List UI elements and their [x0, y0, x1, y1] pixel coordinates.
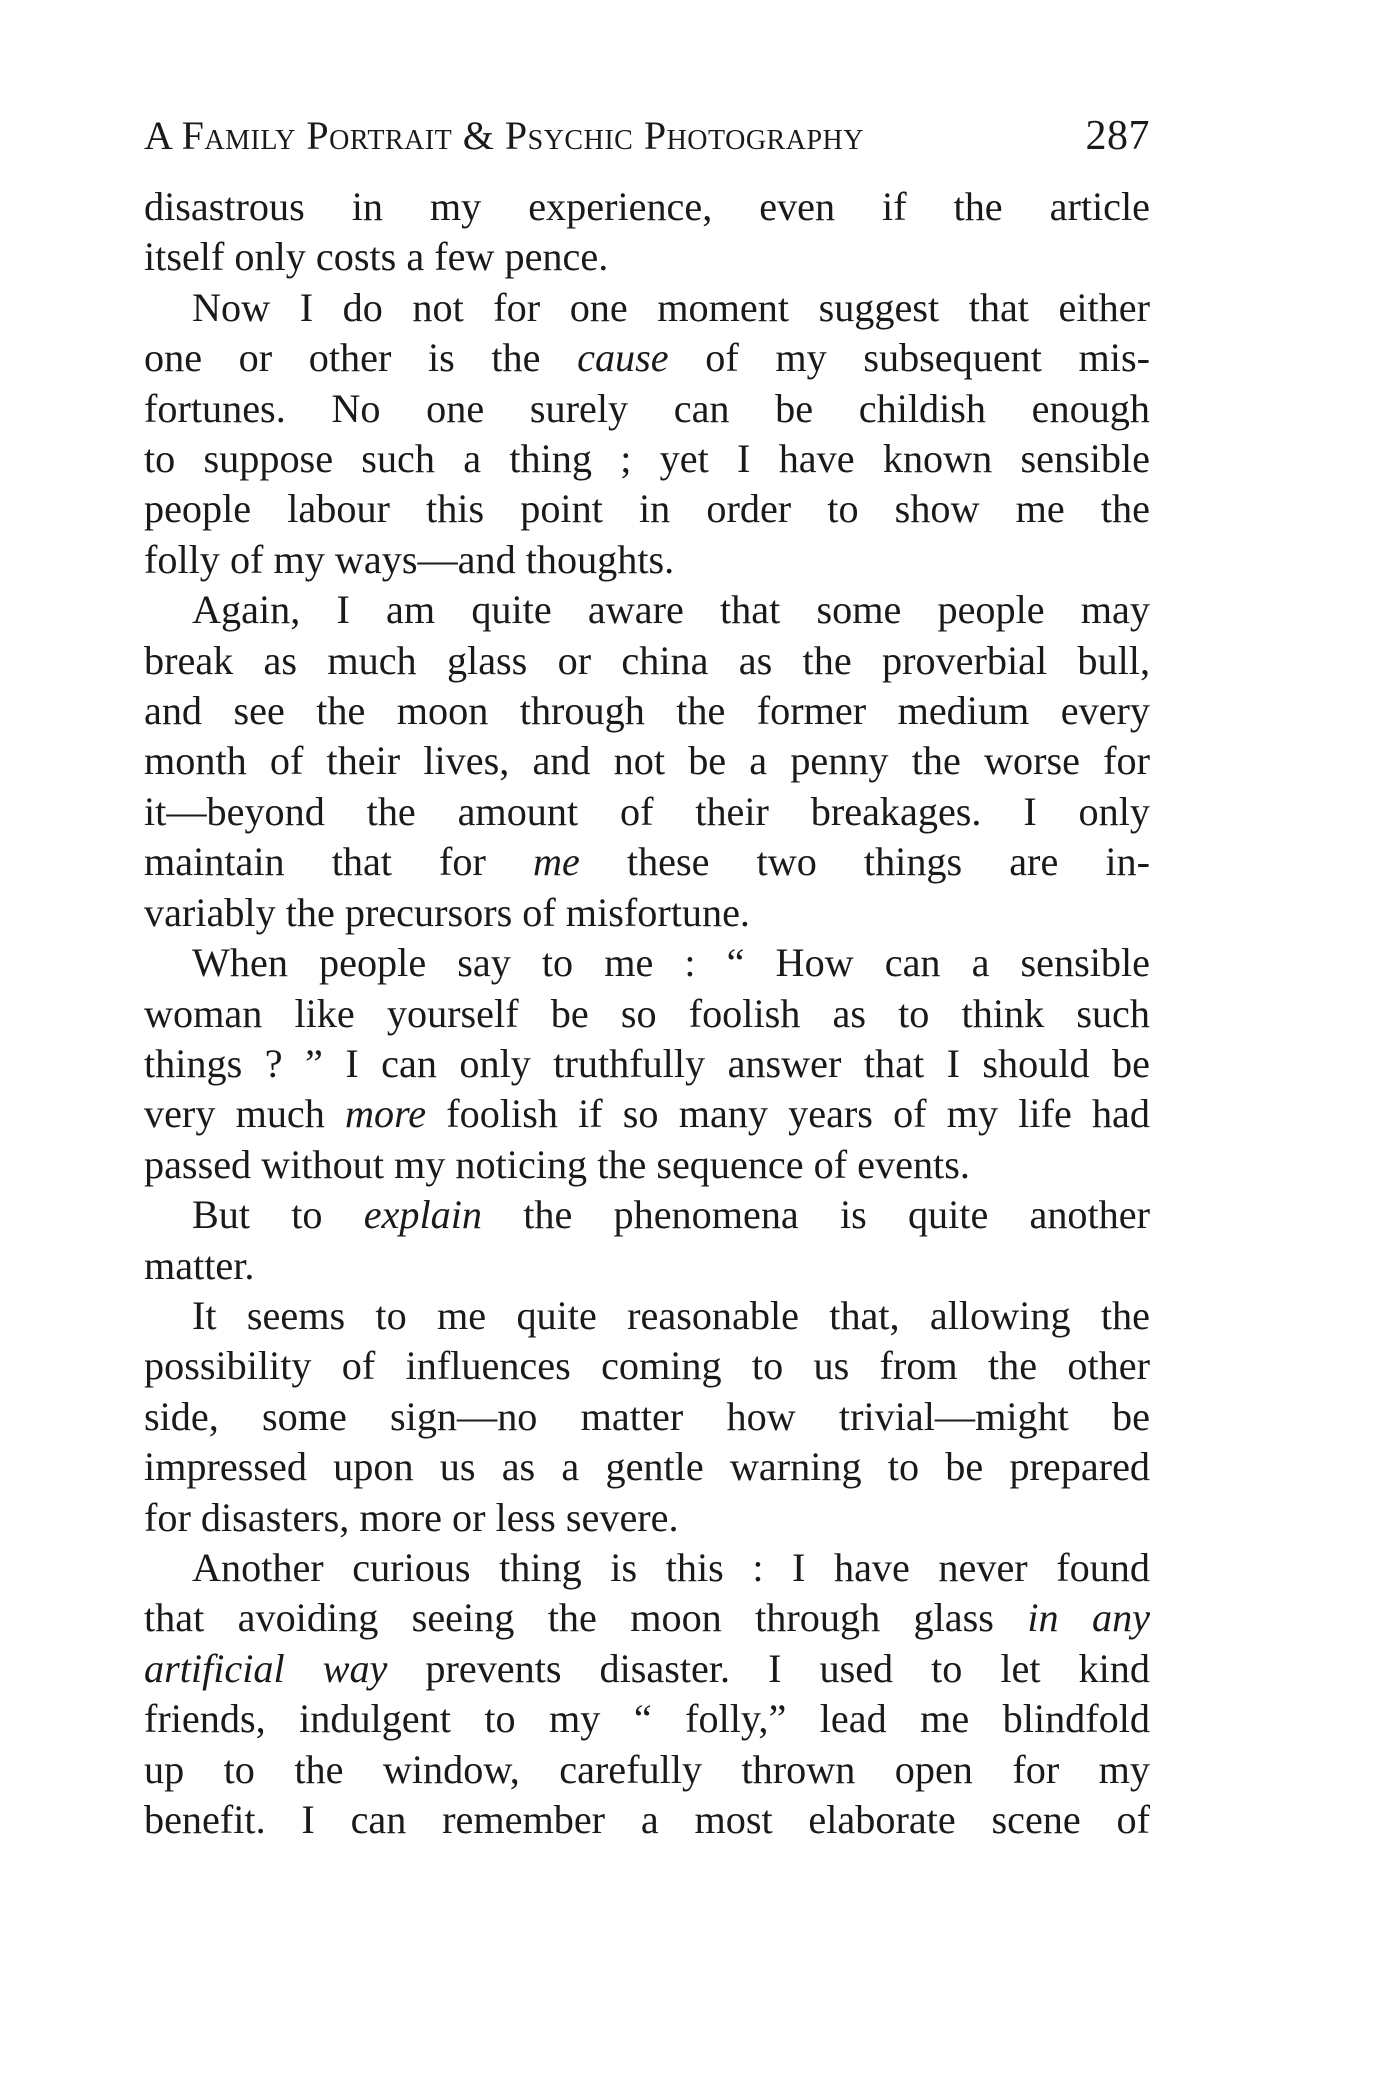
- line-text: these two things are in-: [579, 839, 1150, 885]
- text-line: [144, 434, 1150, 484]
- text-line: [144, 535, 1150, 585]
- text-line: [144, 1089, 1150, 1139]
- text-line: [144, 1694, 1150, 1744]
- running-title: A Family Portrait & Psychic Photography: [144, 113, 864, 158]
- line-text: one or other is the: [144, 335, 578, 381]
- text-line: [144, 787, 1150, 837]
- text-line: [144, 182, 1150, 232]
- line-text: of my subsequent mis-: [668, 335, 1150, 381]
- text-line: [144, 1392, 1150, 1442]
- line-text: itself only costs a few pence.: [144, 234, 609, 280]
- italic-emphasis: cause: [577, 335, 669, 381]
- line-text: it—beyond the amount of their breakages. I only: [144, 788, 1150, 834]
- line-text: month of their lives, and not be a penny the worse for: [144, 738, 1150, 784]
- italic-emphasis: explain: [363, 1192, 483, 1238]
- text-line: [144, 1442, 1150, 1492]
- line-text: people labour this point in order to show me the: [144, 486, 1150, 532]
- text-line: [144, 1190, 1150, 1240]
- italic-emphasis: artificial way: [144, 1645, 388, 1691]
- text-line: [144, 1493, 1150, 1543]
- text-line: [144, 585, 1150, 635]
- text-line: [144, 636, 1150, 686]
- line-text: benefit. I can remember a most elaborate scene of: [144, 1797, 1150, 1842]
- line-text: impressed upon us as a gentle warning to be prepared: [144, 1444, 1150, 1490]
- line-text: for disasters, more or less severe.: [144, 1494, 679, 1540]
- text-line: [144, 1341, 1150, 1391]
- line-text: that avoiding seeing the moon through glass: [144, 1595, 1028, 1641]
- line-text: disastrous in my experience, even if the article: [144, 184, 1150, 229]
- line-text: and see the moon through the former medium every: [144, 688, 1150, 734]
- line-text: Another curious thing is this : I have never found: [192, 1544, 1150, 1590]
- text-line: [144, 888, 1150, 938]
- line-text: friends, indulgent to my “ folly,” lead me blindfold: [144, 1696, 1150, 1742]
- line-text: possibility of influences coming to us from the other: [144, 1343, 1150, 1389]
- line-text: fortunes. No one surely can be childish enough: [144, 385, 1150, 431]
- line-text: woman like yourself be so foolish as to think such: [144, 990, 1150, 1036]
- text-line: [144, 384, 1150, 434]
- italic-emphasis: in any: [1027, 1595, 1151, 1641]
- line-text: up to the window, carefully thrown open for my: [144, 1746, 1150, 1792]
- line-text: the phenomena is quite another: [482, 1192, 1150, 1238]
- line-text: very much: [144, 1091, 346, 1137]
- line-text: side, some sign—no matter how trivial—might be: [144, 1393, 1150, 1439]
- line-text: Now I do not for one moment suggest that either: [192, 284, 1150, 330]
- text-line: [144, 333, 1150, 383]
- line-text: variably the precursors of misfortune.: [144, 889, 750, 935]
- line-text: folly of my ways—and thoughts.: [144, 536, 675, 582]
- line-text: to suppose such a thing ; yet I have known sensible: [144, 436, 1150, 482]
- italic-emphasis: more: [345, 1091, 427, 1137]
- text-line: [144, 1140, 1150, 1190]
- text-line: [144, 736, 1150, 786]
- running-header: [144, 112, 1150, 172]
- text-line: [144, 686, 1150, 736]
- text-line: [144, 1039, 1150, 1089]
- line-text: maintain that for: [144, 839, 533, 885]
- text-line: [144, 283, 1150, 333]
- line-text: prevents disaster. I used to let kind: [387, 1645, 1150, 1691]
- line-text: foolish if so many years of my life had: [426, 1091, 1150, 1137]
- line-text: passed without my noticing the sequence of events.: [144, 1141, 970, 1187]
- line-text: When people say to me : “ How can a sensible: [192, 940, 1150, 986]
- text-line: [144, 484, 1150, 534]
- line-text: But to: [192, 1192, 364, 1238]
- text-line: [144, 1241, 1150, 1291]
- text-line: [144, 1745, 1150, 1795]
- text-line: [144, 837, 1150, 887]
- text-line: [144, 1291, 1150, 1341]
- italic-emphasis: me: [532, 839, 580, 885]
- text-line: [144, 938, 1150, 988]
- page-number: 287: [1085, 113, 1150, 159]
- body-text: [144, 182, 1150, 1845]
- text-line: [144, 1543, 1150, 1593]
- line-text: things ? ” I can only truthfully answer that I should be: [144, 1040, 1150, 1086]
- text-line: [144, 1644, 1150, 1694]
- line-text: matter.: [144, 1242, 255, 1288]
- line-text: It seems to me quite reasonable that, allowing the: [192, 1292, 1150, 1338]
- text-line: [144, 1593, 1150, 1643]
- text-line: [144, 1795, 1150, 1845]
- line-text: break as much glass or china as the proverbial bull,: [144, 637, 1150, 683]
- text-line: [144, 232, 1150, 282]
- text-line: [144, 989, 1150, 1039]
- line-text: Again, I am quite aware that some people may: [192, 587, 1150, 633]
